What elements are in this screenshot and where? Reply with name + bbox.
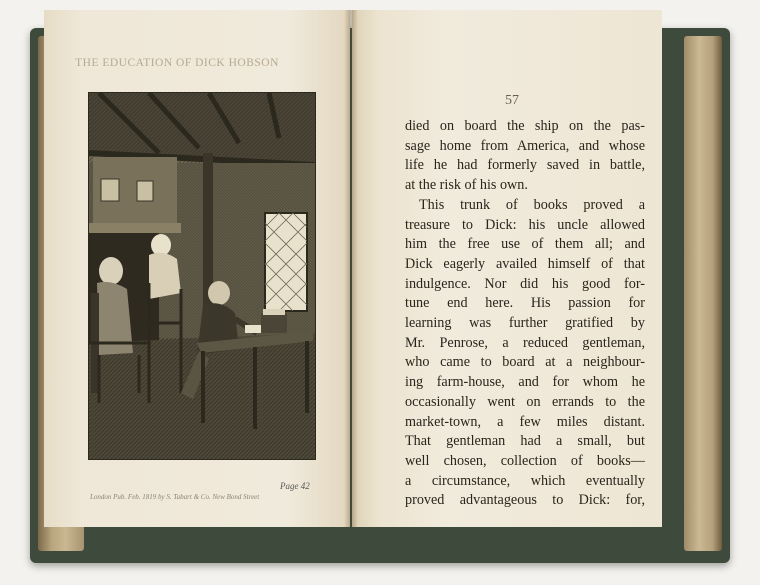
text-line: sage home from America, and whose <box>405 137 645 154</box>
text-line: him the free use of them all; and <box>405 236 645 253</box>
text-line: This trunk of books proved a <box>419 196 645 213</box>
text-line: proved advantageous to Dick: for, <box>405 492 645 509</box>
running-head: THE EDUCATION OF DICK HOBSON <box>75 57 279 69</box>
text-line: life he had formerly saved in battle, <box>405 157 645 174</box>
text-line: treasure to Dick: his uncle allowed <box>405 216 645 233</box>
text-line: occasionally went on errands to the <box>405 393 645 410</box>
publisher-imprint: London Pub. Feb. 1819 by S. Tabart & Co. New Bond Street <box>90 493 260 501</box>
text-line: who came to board at a neighbour- <box>405 354 645 371</box>
text-line: indulgence. Nor did his good for- <box>405 275 645 292</box>
text-line: well chosen, collection of books— <box>405 452 645 469</box>
body-text <box>405 117 645 511</box>
text-line: at the risk of his own. <box>405 177 528 194</box>
text-line: ing farm-house, and for whom he <box>405 374 645 391</box>
text-line: died on board the ship on the pas- <box>405 118 645 134</box>
page-number: 57 <box>505 93 519 108</box>
text-line: Dick eagerly availed himself of that <box>405 255 645 272</box>
engraving-scene <box>89 93 315 459</box>
text-line: That gentleman had a small, but <box>405 433 645 450</box>
text-line: market-town, a few miles distant. <box>405 413 645 430</box>
text-line: tune end here. His passion for <box>405 295 645 312</box>
plate-page-number: Page 42 <box>280 481 310 491</box>
book-gutter <box>344 10 358 527</box>
text-line: Mr. Penrose, a reduced gentleman, <box>405 334 645 351</box>
right-page-edges <box>684 36 722 551</box>
text-line: learning was further gratified by <box>405 315 645 332</box>
engraving-illustration <box>88 92 316 460</box>
text-line: a circumstance, which eventually <box>405 472 645 489</box>
